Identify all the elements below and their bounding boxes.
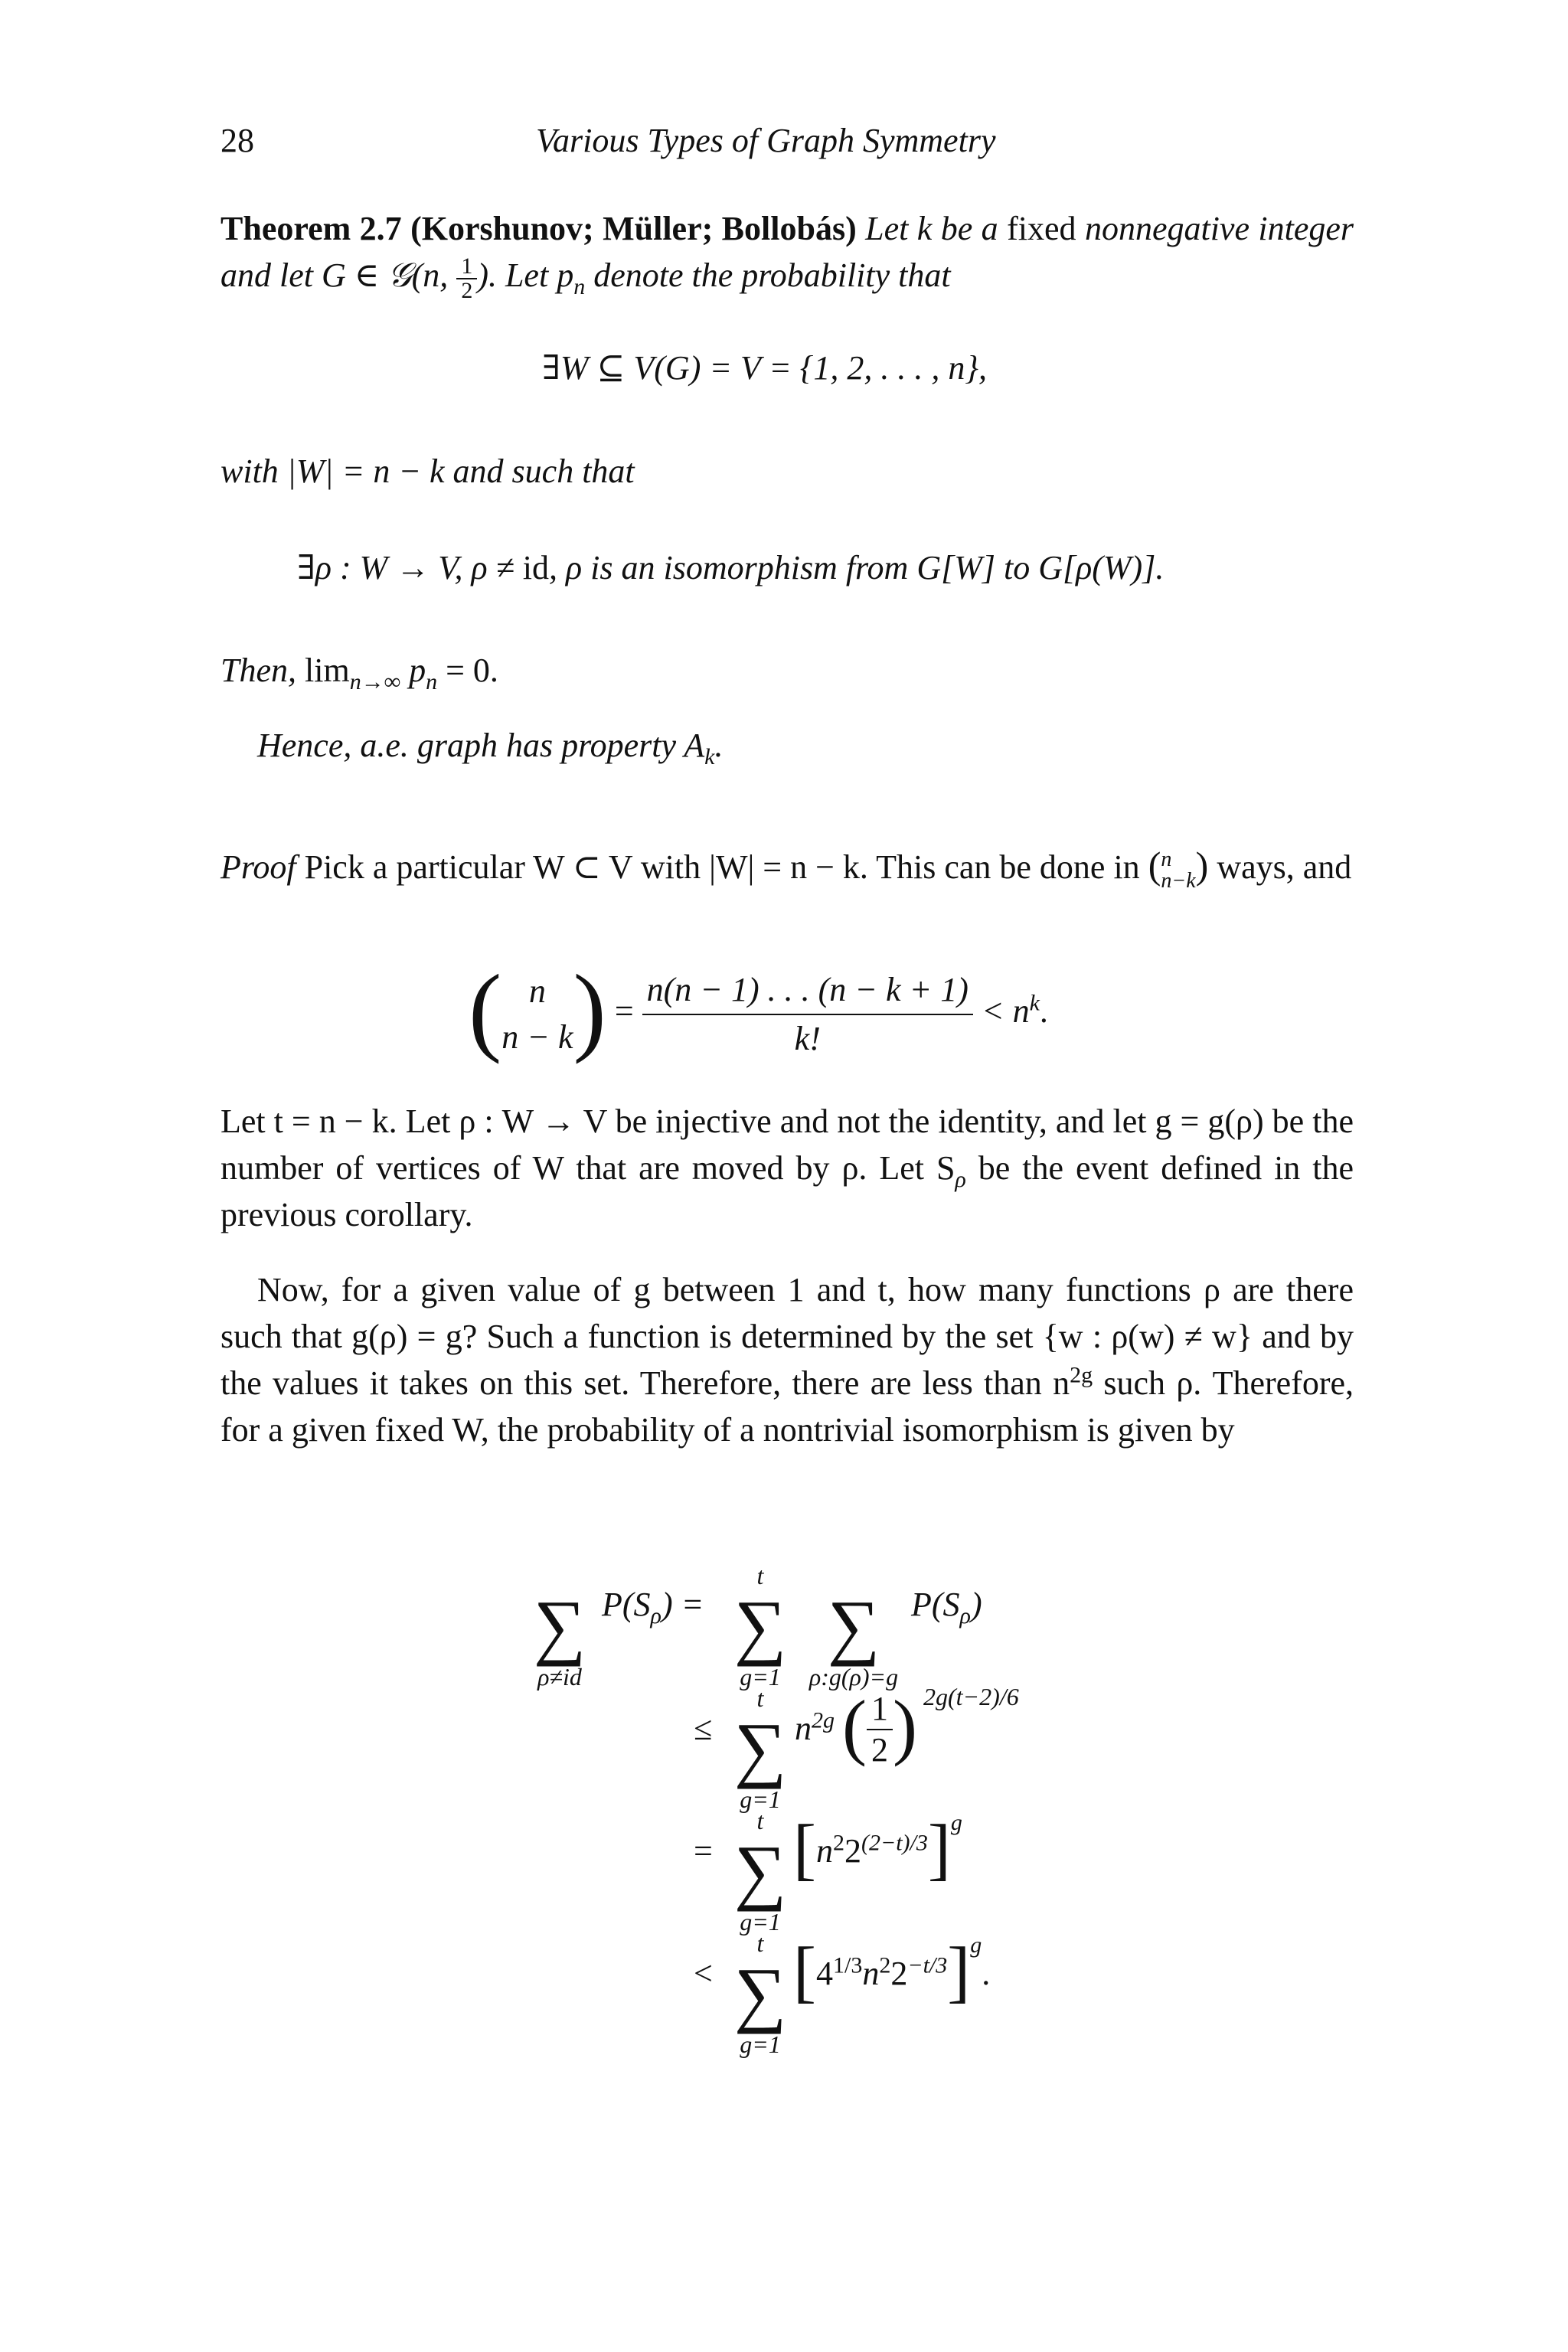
sum-g-1-to-t-row3: t ∑ g=1 <box>733 1807 787 1936</box>
proof-paragraph-1: Proof Pick a particular W ⊂ V with |W| = n − k. This can be done in ( n n−k ) ways, and <box>220 844 1352 893</box>
sum-g-1-to-t-row1: t ∑ g=1 <box>733 1562 787 1690</box>
row2-exponent: 2g(t−2)/6 <box>923 1683 1019 1710</box>
sum-term-1: $P(S_\rho)$ = <box>602 1586 704 1628</box>
relation-eq: = <box>694 1832 713 1870</box>
proof-label: Proof <box>220 848 296 886</box>
hence-line: Hence, a.e. graph has property $A_k$. <box>257 727 724 769</box>
row2-term: $n^{2g}$ <box>795 1707 835 1747</box>
proof-paragraph-2: Let t = n − k. Let ρ : W → V be injective and not the identity, and let g = g(ρ) be the number of vertices of W that are moved by ρ. Let $S_\rho$ be the event defined in the previous corollary. <box>220 1102 1354 1233</box>
sum-g-1-to-t-row2: t ∑ g=1 <box>733 1684 787 1813</box>
page-number: 28 <box>220 122 254 159</box>
running-title: Various Types of Graph Symmetry <box>536 122 996 159</box>
row4-term: $[4^{1/3}n^22^{-t/3}]^g$. <box>793 1932 991 2010</box>
sum-over-rho-with-g: ∑ ρ:g(ρ)=g <box>808 1585 899 1690</box>
equation-isomorphism: ∃ρ : W → V, ρ ≠ id, ρ is an isomorphism from G[W] to G[ρ(W)]. <box>297 549 1165 586</box>
proof-paragraph-3: Now, for a given value of g between 1 and t, how many functions ρ are there such that g(ρ) = g? Such a function is determined by the set {w : ρ(w) ≠ w} and by the values it takes on this set. Therefore, there are less than $n^{2g}$ such ρ. Therefore, for a given fixed W, the probability of a nontrivial isomorphism is given by <box>220 1271 1354 1449</box>
sum-g-1-to-t-row4: t ∑ g=1 <box>733 1929 787 2058</box>
equation-exists-w: ∃W ⊆ V(G) = V = {1, 2, . . . , n}, <box>542 349 988 387</box>
relation-lt: < <box>694 1955 713 1992</box>
with-condition: with |W| = n − k and such that <box>220 452 635 490</box>
sum-over-nonidentity: ∑ ρ≠id <box>533 1585 586 1690</box>
limit-line: Then, $\lim_{n\to\infty} p_n = 0$. <box>220 652 498 694</box>
sum-term-2: $P(S_\rho)$ <box>911 1586 982 1628</box>
theorem-label: Theorem 2.7 (Korshunov; Müller; Bollobás) <box>220 210 857 247</box>
half-fraction: $\frac{1}{2}$ <box>456 255 477 302</box>
binomial-bound-equation: ( n n − k ) = $\frac{n(n - 1) . . . (n - k + 1)}{k!}$ < $n^k$. <box>469 955 1048 1065</box>
theorem-statement: Theorem 2.7 (Korshunov; Müller; Bollobás) Let k be a fixed nonnegative integer and let G ∈ 𝒢(n, $\frac{1}{2}$ ). Let $p_n$ denote the probability that <box>220 210 1354 303</box>
row3-term: $[n^22^{(2-t)/3}]^g$ <box>793 1810 962 1887</box>
row2-half-power: ( $\frac{1}{2}$ ) <box>842 1685 917 1769</box>
relation-le: ≤ <box>694 1710 713 1747</box>
